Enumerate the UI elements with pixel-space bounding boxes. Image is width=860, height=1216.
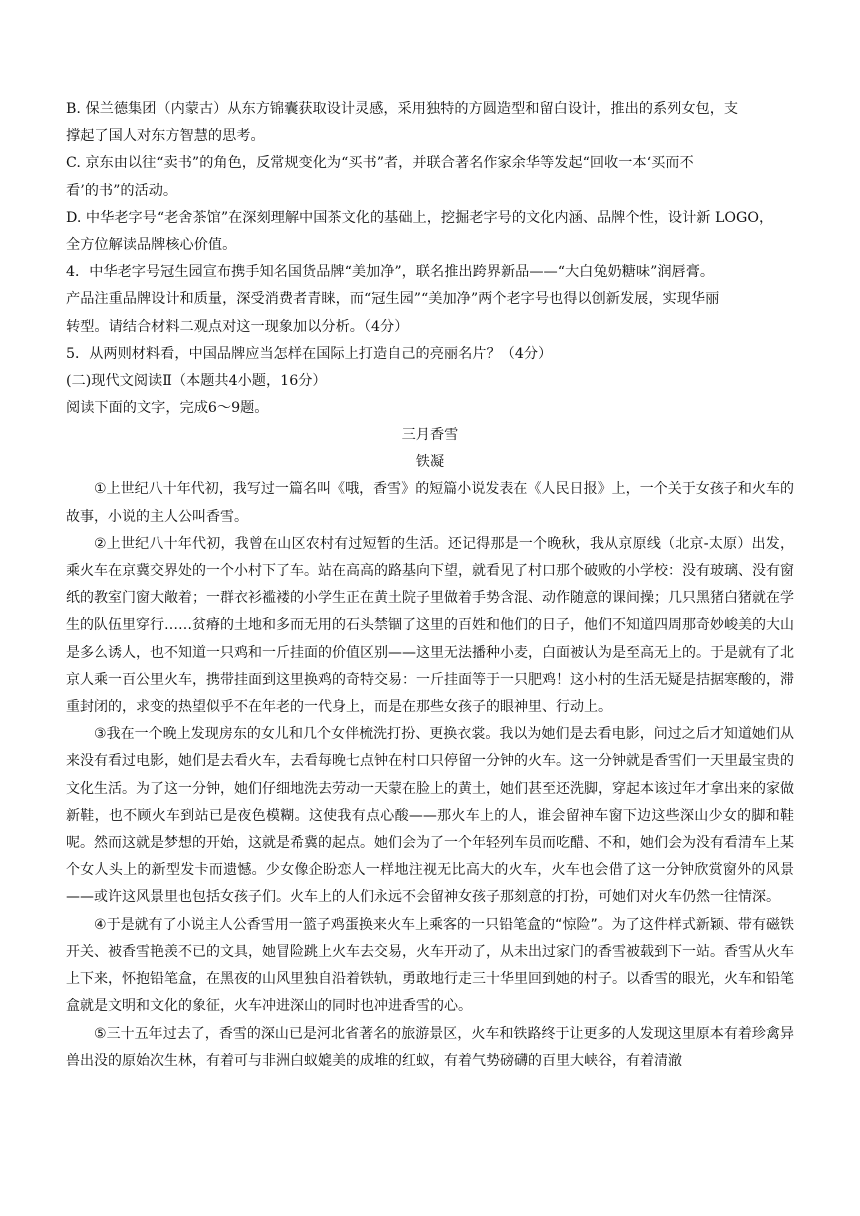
article-paragraph-4: ④于是就有了小说主人公香雪用一篮子鸡蛋换来火车上乘客的一只铅笔盒的“惊险”。为了这件样式新颖、带有磁铁开关、被香雪艳羡不已的文具，她冒险跳上火车去交易，火车开动了，从未出过家门的香雪被载到下一站。香雪从火车上下来，怀抱铅笔盒，在黑夜的山风里独自沿着铁轨，勇敢地行走三十华里回到她的村子。以香雪的眼光，火车和铅笔盒就是文明和文化的象征，火车冲进深山的同时也冲进香雪的心。 xyxy=(66,916,794,1015)
section-heading: (二)现代文阅读Ⅱ（本题共4小题，16分） xyxy=(66,373,327,390)
option-c-line-1: C. 京东由以往“卖书”的角色，反常规变化为“买书”者，并联合著名作家余华等发起“回收一本‘买而不 xyxy=(66,155,694,172)
option-d-line-1: D. 中华老字号“老舍茶馆”在深刻理解中国茶文化的基础上，挖掘老字号的文化内涵、品牌个性，设计新 LOGO， xyxy=(66,209,774,226)
article-paragraph-3: ③我在一个晚上发现房东的女儿和几个女伴梳洗打扮、更换衣裳。我以为她们是去看电影，问过之后才知道她们从来没有看过电影，她们是去看火车，去看每晚七点钟在村口只停留一分钟的火车。这一分钟就是香雪们一天里最宝贵的文化生活。为了这一分钟，她们仔细地洗去劳动一天蒙在脸上的黄土，她们甚至还洗脚，穿起本该过年才拿出来的家做新鞋，也不顾火车到站已是夜色模糊。这使我有点心酸——那火车上的人，谁会留神车窗下边这些深山少女的脚和鞋呢。然而这就是梦想的开始，这就是希冀的起点。她们会为了一个年轻列车员而吃醋、不和，她们会为没有看清车上某个女人头上的新型发卡而遗憾。少女像企盼恋人一样地注视无比高大的火车，火车也会借了这一分钟欣赏窗外的风景——或许这风景里也包括女孩子们。火车上的人们永远不会留神女孩子那刻意的打扮，可她们对火车仍然一往情深。 xyxy=(66,726,794,906)
option-d-line-2: 全方位解读品牌核心价值。 xyxy=(66,237,237,254)
article-paragraph-2: ②上世纪八十年代初，我曾在山区农村有过短暂的生活。还记得那是一个晚秋，我从京原线（北京-太原）出发，乘火车在京冀交界处的一个小村下了车。站在高高的路基向下望，就看见了村口那个破败的小学校：没有玻璃、没有窗纸的教室门窗大敞着；一群衣衫褴褛的小学生正在黄土院子里做着手势含混、动作随意的课间操；几只黑猪白猪就在学生的队伍里穿行……贫瘠的土地和多而无用的石头禁锢了这里的百姓和他们的日子，他们不知道四周那奇妙峻美的大山是多么诱人，也不知道一只鸡和一斤挂面的价值区别——这里无法播种小麦，白面被认为是至高无上的。于是就有了北京人乘一百公里火车，携带挂面到这里换鸡的奇特交易：一斤挂面等于一只肥鸡！这小村的生活无疑是拮据寒酸的，滞重封闭的，求变的热望似乎不在年老的一代身上，而是在那些女孩子的眼神里、行动上。 xyxy=(66,535,794,716)
question-5: 5．从两则材料看，中国品牌应当怎样在国际上打造自己的亮丽名片？（4分） xyxy=(66,345,553,362)
question-4-line-1: 4．中华老字号冠生园宣布携手知名国货品牌“美加净”，联名推出跨界新品——“大白兔奶糖味”润唇膏。 xyxy=(66,264,715,281)
option-c-line-2: 看’的书”的活动。 xyxy=(66,182,178,199)
question-block xyxy=(66,96,794,422)
option-b-line-1: B. 保兰德集团（内蒙古）从东方锦囊获取设计灵感，采用独特的方圆造型和留白设计，推出的系列女包，支 xyxy=(66,101,739,117)
exam-page xyxy=(66,96,794,1075)
article-paragraph-5: ⑤三十五年过去了，香雪的深山已是河北省著名的旅游景区，火车和铁路终于让更多的人发现这里原本有着珍禽异兽出没的原始次生林，有着可与非洲白蚁媲美的成堆的红蚁，有着气势磅礴的百里大峡谷，有着清澈 xyxy=(66,1025,794,1069)
article-paragraph-1: ①上世纪八十年代初，我写过一篇名叫《哦，香雪》的短篇小说发表在《人民日报》上，一个关于女孩子和火车的故事，小说的主人公叫香雪。 xyxy=(66,481,794,525)
question-4-line-2: 产品注重品牌设计和质量，深受消费者青睐，而“冠生园”“美加净”两个老字号也得以创新发展，实现华丽 xyxy=(66,291,720,308)
article-author: 铁凝 xyxy=(415,454,445,471)
reading-instruction: 阅读下面的文字，完成6～9题。 xyxy=(66,400,269,417)
article-title: 三月香雪 xyxy=(401,427,459,444)
article xyxy=(66,422,794,1074)
question-4-line-3: 转型。请结合材料二观点对这一现象加以分析。（4分） xyxy=(66,318,409,335)
option-b-line-2: 撑起了国人对东方智慧的思考。 xyxy=(66,128,265,145)
